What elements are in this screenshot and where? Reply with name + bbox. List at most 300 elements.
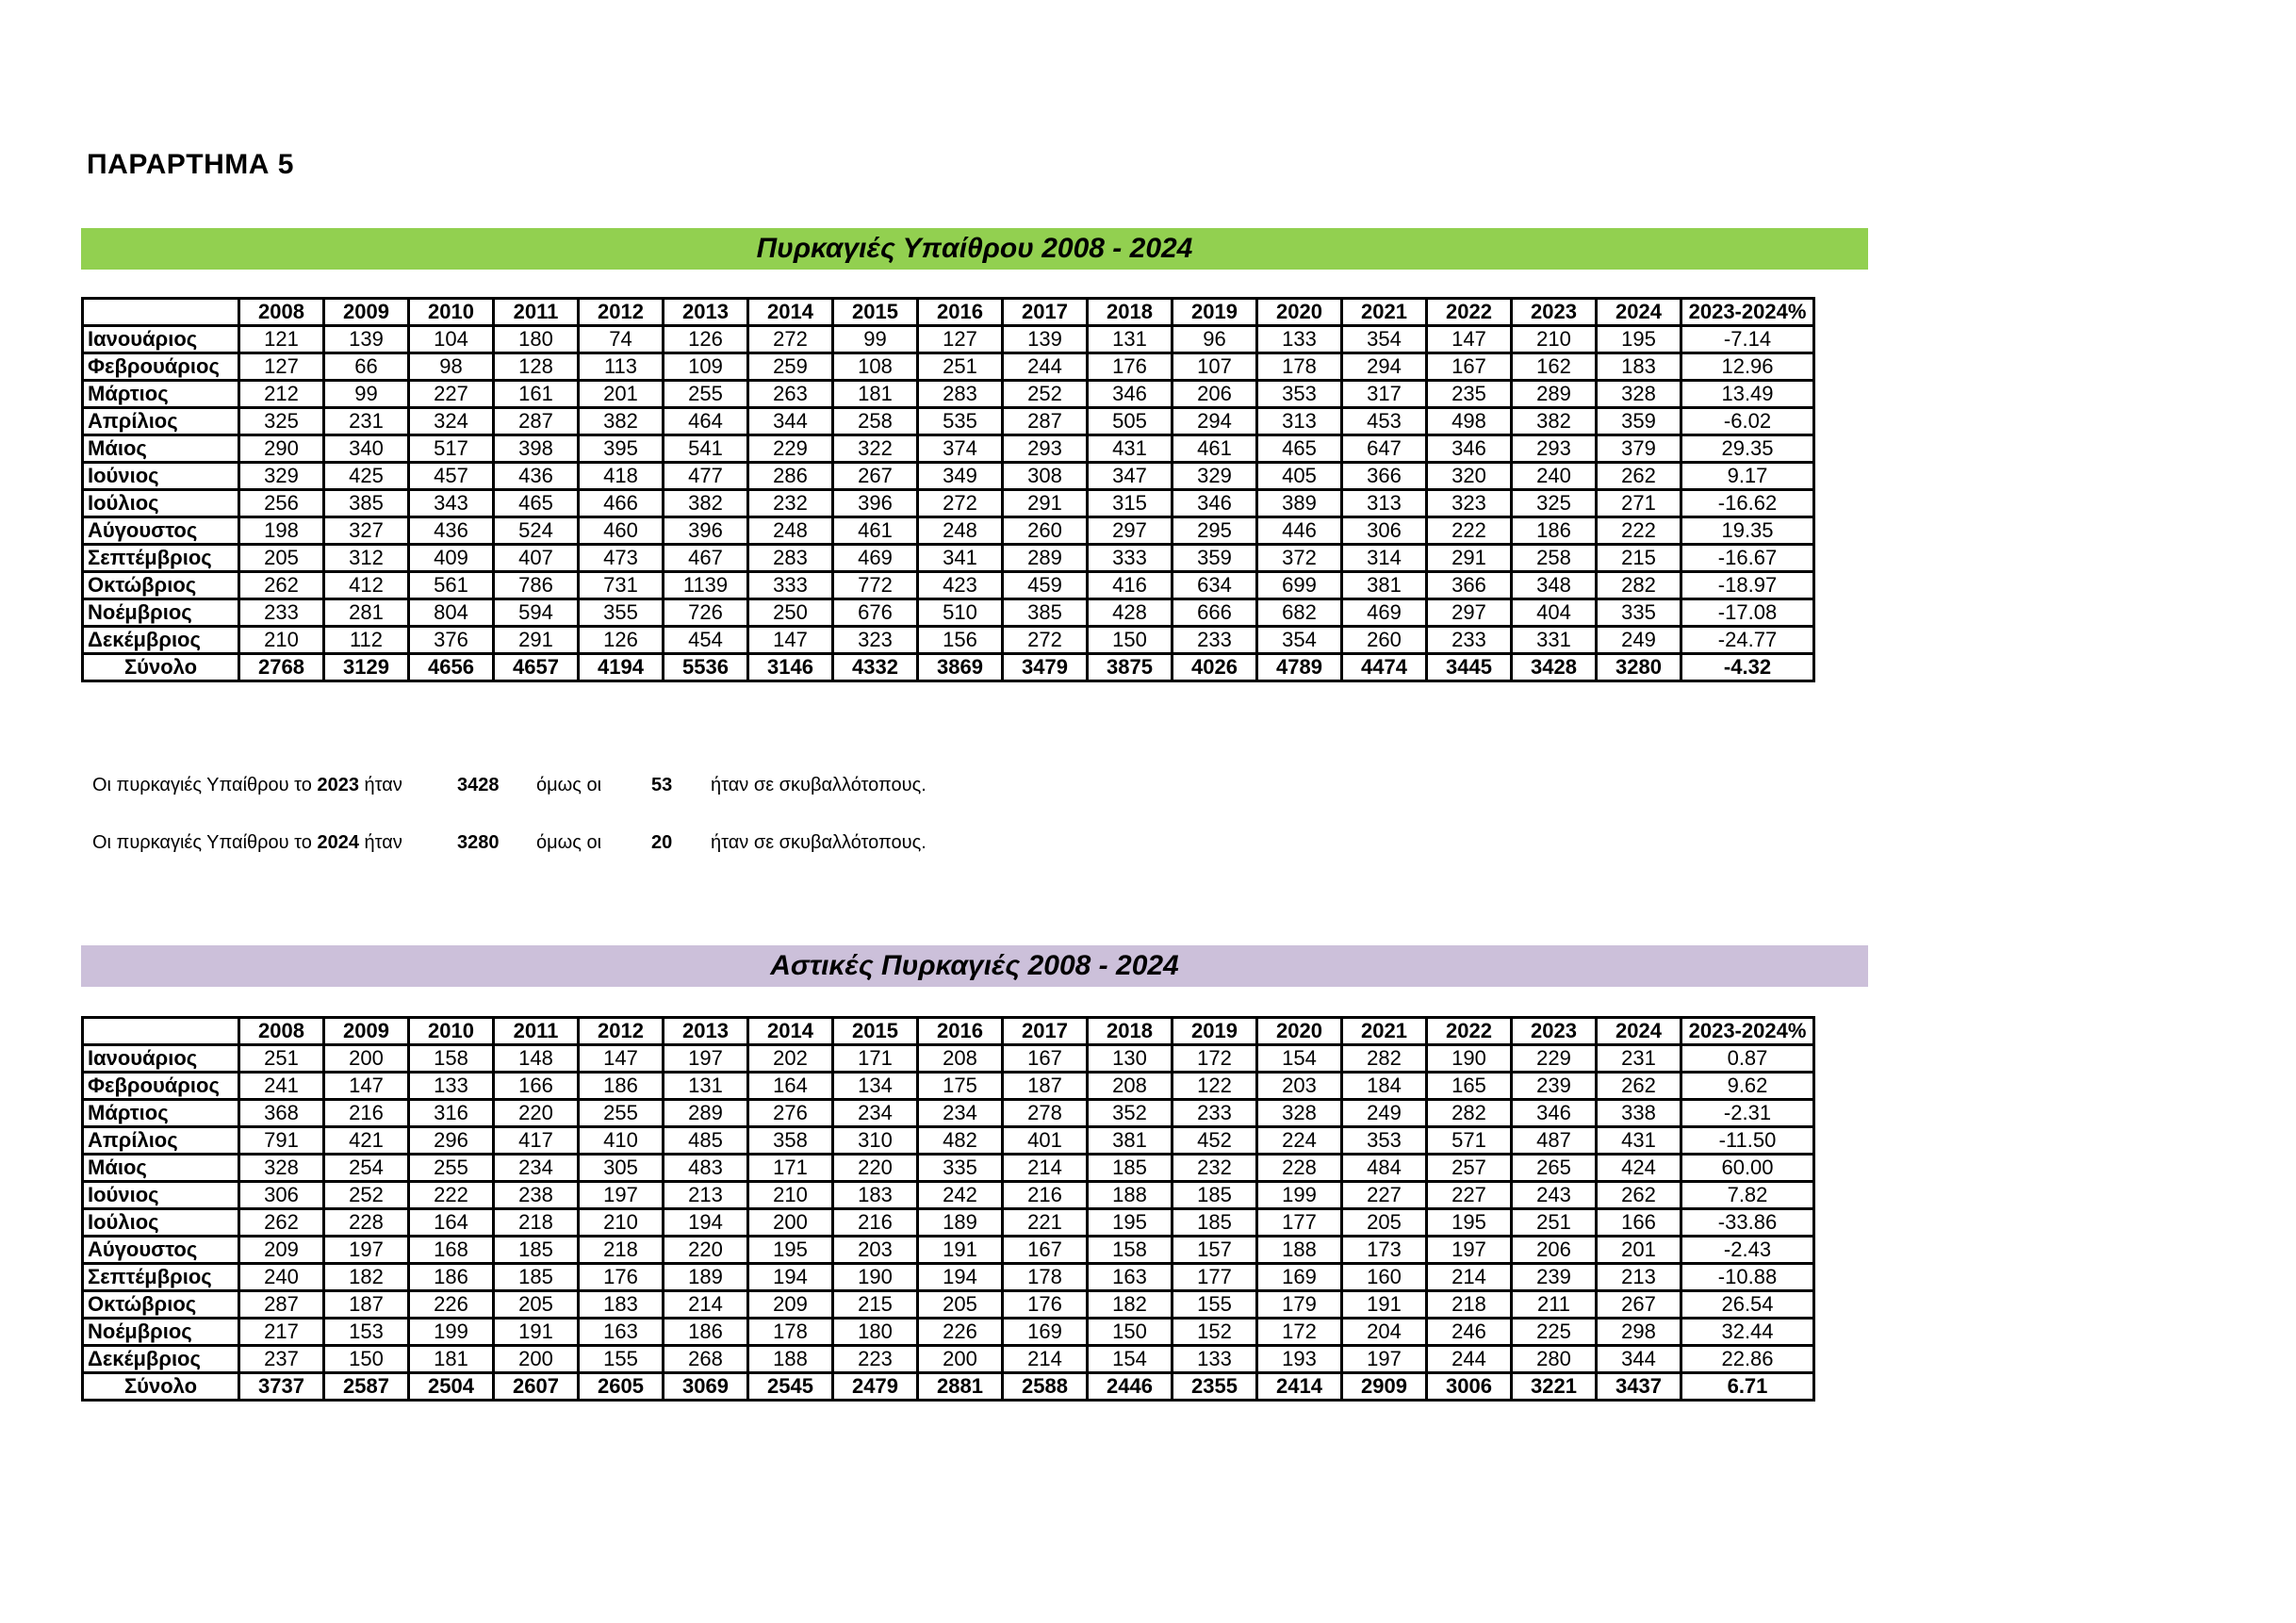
value-cell: 147 — [748, 627, 833, 654]
value-cell: 385 — [324, 490, 409, 517]
value-cell: 385 — [1003, 599, 1088, 627]
value-cell: 227 — [1342, 1182, 1427, 1209]
note-tail: ήταν σε σκυβαλλότοπους. — [711, 832, 927, 853]
column-header: 2023 — [1512, 1018, 1597, 1045]
table-row — [83, 545, 1814, 572]
value-cell: 327 — [324, 517, 409, 545]
value-cell: 381 — [1342, 572, 1427, 599]
month-label: Φεβρουάριος — [83, 353, 239, 381]
value-cell: 296 — [409, 1127, 494, 1155]
value-cell: 66 — [324, 353, 409, 381]
value-cell: 231 — [324, 408, 409, 435]
value-cell: 108 — [833, 353, 918, 381]
value-cell: 510 — [918, 599, 1003, 627]
value-cell: 32.44 — [1681, 1319, 1814, 1346]
value-cell: 227 — [409, 381, 494, 408]
value-cell: 333 — [1088, 545, 1173, 572]
value-cell: 212 — [239, 381, 324, 408]
value-cell: 262 — [1597, 1073, 1681, 1100]
value-cell: 461 — [833, 517, 918, 545]
value-cell: 571 — [1427, 1127, 1512, 1155]
value-cell: 349 — [918, 463, 1003, 490]
column-header: 2018 — [1088, 1018, 1173, 1045]
value-cell: 188 — [1257, 1237, 1342, 1264]
value-cell: 239 — [1512, 1264, 1597, 1291]
value-cell: 272 — [748, 326, 833, 353]
value-cell: 163 — [579, 1319, 664, 1346]
value-cell: 197 — [579, 1182, 664, 1209]
value-cell: 381 — [1088, 1127, 1173, 1155]
table-row — [83, 1182, 1814, 1209]
value-cell: 218 — [1427, 1291, 1512, 1319]
value-cell: 232 — [1173, 1155, 1257, 1182]
value-cell: 358 — [748, 1127, 833, 1155]
table-row — [83, 326, 1814, 353]
value-cell: 372 — [1257, 545, 1342, 572]
value-cell: 252 — [1003, 381, 1088, 408]
value-cell: 272 — [918, 490, 1003, 517]
value-cell: 216 — [1003, 1182, 1088, 1209]
note-count: 3280 — [457, 832, 500, 853]
value-cell: 127 — [239, 353, 324, 381]
month-label: Απρίλιος — [83, 1127, 239, 1155]
value-cell: 164 — [409, 1209, 494, 1237]
note-prefix: Οι πυρκαγιές Υπαίθρου το — [92, 832, 318, 853]
value-cell: 425 — [324, 463, 409, 490]
note-year: 2023 — [317, 775, 359, 795]
value-cell: 226 — [409, 1291, 494, 1319]
value-cell: 202 — [748, 1045, 833, 1073]
total-cell: 2587 — [324, 1373, 409, 1401]
value-cell: 187 — [324, 1291, 409, 1319]
value-cell: 176 — [1088, 353, 1173, 381]
value-cell: 436 — [494, 463, 579, 490]
value-cell: 186 — [1512, 517, 1597, 545]
value-cell: 276 — [748, 1100, 833, 1127]
value-cell: 194 — [664, 1209, 748, 1237]
value-cell: 341 — [918, 545, 1003, 572]
value-cell: 109 — [664, 353, 748, 381]
value-cell: 206 — [1512, 1237, 1597, 1264]
value-cell: 210 — [239, 627, 324, 654]
value-cell: 346 — [1512, 1100, 1597, 1127]
value-cell: 204 — [1342, 1319, 1427, 1346]
value-cell: 461 — [1173, 435, 1257, 463]
value-cell: 517 — [409, 435, 494, 463]
value-cell: 154 — [1257, 1045, 1342, 1073]
value-cell: 464 — [664, 408, 748, 435]
value-cell: 191 — [494, 1319, 579, 1346]
value-cell: 233 — [1427, 627, 1512, 654]
total-cell: 2479 — [833, 1373, 918, 1401]
value-cell: 133 — [1173, 1346, 1257, 1373]
value-cell: 155 — [579, 1346, 664, 1373]
total-cell: 3869 — [918, 654, 1003, 681]
value-cell: 185 — [1173, 1209, 1257, 1237]
value-cell: 244 — [1427, 1346, 1512, 1373]
value-cell: 191 — [1342, 1291, 1427, 1319]
value-cell: 297 — [1427, 599, 1512, 627]
value-cell: 152 — [1173, 1319, 1257, 1346]
value-cell: 133 — [409, 1073, 494, 1100]
value-cell: 220 — [833, 1155, 918, 1182]
column-header: 2016 — [918, 1018, 1003, 1045]
value-cell: 166 — [1597, 1209, 1681, 1237]
value-cell: 561 — [409, 572, 494, 599]
value-cell: 289 — [1512, 381, 1597, 408]
table-row — [83, 572, 1814, 599]
value-cell: 12.96 — [1681, 353, 1814, 381]
value-cell: 262 — [1597, 463, 1681, 490]
value-cell: 254 — [324, 1155, 409, 1182]
month-label: Ιούνιος — [83, 1182, 239, 1209]
month-label: Νοέμβριος — [83, 599, 239, 627]
value-cell: 353 — [1342, 1127, 1427, 1155]
value-cell: 313 — [1257, 408, 1342, 435]
value-cell: 201 — [579, 381, 664, 408]
value-cell: 214 — [1427, 1264, 1512, 1291]
value-cell: 98 — [409, 353, 494, 381]
value-cell: 222 — [1427, 517, 1512, 545]
value-cell: 211 — [1512, 1291, 1597, 1319]
value-cell: 215 — [833, 1291, 918, 1319]
value-cell: 133 — [1257, 326, 1342, 353]
value-cell: 396 — [833, 490, 918, 517]
value-cell: 374 — [918, 435, 1003, 463]
column-header: 2021 — [1342, 1018, 1427, 1045]
value-cell: 190 — [833, 1264, 918, 1291]
table-row — [83, 1073, 1814, 1100]
total-row — [83, 1373, 1814, 1401]
value-cell: 178 — [1257, 353, 1342, 381]
value-cell: 13.49 — [1681, 381, 1814, 408]
value-cell: 210 — [1512, 326, 1597, 353]
value-cell: 287 — [239, 1291, 324, 1319]
table-row — [83, 381, 1814, 408]
total-cell: 3875 — [1088, 654, 1173, 681]
value-cell: 323 — [1427, 490, 1512, 517]
value-cell: 484 — [1342, 1155, 1427, 1182]
value-cell: 417 — [494, 1127, 579, 1155]
value-cell: 379 — [1597, 435, 1681, 463]
value-cell: -16.67 — [1681, 545, 1814, 572]
value-cell: 147 — [1427, 326, 1512, 353]
value-cell: 282 — [1427, 1100, 1512, 1127]
value-cell: 317 — [1342, 381, 1427, 408]
column-header: 2019 — [1173, 1018, 1257, 1045]
month-label: Μάιος — [83, 435, 239, 463]
value-cell: 156 — [918, 627, 1003, 654]
value-cell: 278 — [1003, 1100, 1088, 1127]
column-header: 2013 — [664, 299, 748, 326]
value-cell: 313 — [1342, 490, 1427, 517]
value-cell: 333 — [748, 572, 833, 599]
value-cell: 297 — [1088, 517, 1173, 545]
value-cell: 194 — [918, 1264, 1003, 1291]
value-cell: 594 — [494, 599, 579, 627]
value-cell: 173 — [1342, 1237, 1427, 1264]
value-cell: 208 — [1088, 1073, 1173, 1100]
value-cell: 314 — [1342, 545, 1427, 572]
value-cell: 726 — [664, 599, 748, 627]
value-cell: 158 — [1088, 1237, 1173, 1264]
value-cell: 222 — [1597, 517, 1681, 545]
value-cell: 242 — [918, 1182, 1003, 1209]
total-cell: 2588 — [1003, 1373, 1088, 1401]
value-cell: 469 — [1342, 599, 1427, 627]
value-cell: 193 — [1257, 1346, 1342, 1373]
value-cell: 112 — [324, 627, 409, 654]
value-cell: 200 — [748, 1209, 833, 1237]
value-cell: 210 — [579, 1209, 664, 1237]
value-cell: 446 — [1257, 517, 1342, 545]
value-cell: 171 — [833, 1045, 918, 1073]
total-cell: 2545 — [748, 1373, 833, 1401]
note-dump-count: 20 — [651, 832, 673, 853]
value-cell: 229 — [1512, 1045, 1597, 1073]
value-cell: 331 — [1512, 627, 1597, 654]
outdoor-fires-title: Πυρκαγιές Υπαίθρου 2008 - 2024 — [756, 233, 1193, 264]
value-cell: 251 — [1512, 1209, 1597, 1237]
note-count: 3428 — [457, 775, 500, 795]
column-header: 2011 — [494, 299, 579, 326]
value-cell: 244 — [1003, 353, 1088, 381]
value-cell: 294 — [1173, 408, 1257, 435]
value-cell: 206 — [1173, 381, 1257, 408]
value-cell: 258 — [1512, 545, 1597, 572]
value-cell: 322 — [833, 435, 918, 463]
value-cell: -24.77 — [1681, 627, 1814, 654]
value-cell: 186 — [409, 1264, 494, 1291]
column-header: 2008 — [239, 1018, 324, 1045]
value-cell: 216 — [324, 1100, 409, 1127]
value-cell: 344 — [748, 408, 833, 435]
column-header: 2018 — [1088, 299, 1173, 326]
value-cell: 395 — [579, 435, 664, 463]
value-cell: 222 — [409, 1182, 494, 1209]
value-cell: 424 — [1597, 1155, 1681, 1182]
value-cell: 126 — [664, 326, 748, 353]
value-cell: 248 — [918, 517, 1003, 545]
value-cell: 239 — [1512, 1073, 1597, 1100]
value-cell: 169 — [1003, 1319, 1088, 1346]
value-cell: 262 — [239, 572, 324, 599]
value-cell: 267 — [1597, 1291, 1681, 1319]
column-header: 2011 — [494, 1018, 579, 1045]
value-cell: 183 — [1597, 353, 1681, 381]
table-row — [83, 490, 1814, 517]
value-cell: 184 — [1342, 1073, 1427, 1100]
value-cell: 477 — [664, 463, 748, 490]
value-cell: 121 — [239, 326, 324, 353]
value-cell: 256 — [239, 490, 324, 517]
total-cell: 5536 — [664, 654, 748, 681]
value-cell: 352 — [1088, 1100, 1173, 1127]
column-header: 2008 — [239, 299, 324, 326]
month-label: Δεκέμβριος — [83, 1346, 239, 1373]
value-cell: 260 — [1342, 627, 1427, 654]
value-cell: 9.62 — [1681, 1073, 1814, 1100]
value-cell: 183 — [579, 1291, 664, 1319]
value-cell: 281 — [324, 599, 409, 627]
value-cell: 249 — [1597, 627, 1681, 654]
total-cell: 2414 — [1257, 1373, 1342, 1401]
value-cell: 165 — [1427, 1073, 1512, 1100]
value-cell: 194 — [748, 1264, 833, 1291]
value-cell: 7.82 — [1681, 1182, 1814, 1209]
value-cell: 199 — [409, 1319, 494, 1346]
value-cell: 354 — [1342, 326, 1427, 353]
total-cell: 2607 — [494, 1373, 579, 1401]
value-cell: 289 — [1003, 545, 1088, 572]
column-header: 2023 — [1512, 299, 1597, 326]
value-cell: 205 — [1342, 1209, 1427, 1237]
value-cell: 366 — [1427, 572, 1512, 599]
total-cell: 2504 — [409, 1373, 494, 1401]
table-row — [83, 1237, 1814, 1264]
table-row — [83, 1209, 1814, 1237]
value-cell: 473 — [579, 545, 664, 572]
value-cell: 195 — [1597, 326, 1681, 353]
value-cell: 189 — [918, 1209, 1003, 1237]
value-cell: 257 — [1427, 1155, 1512, 1182]
value-cell: 436 — [409, 517, 494, 545]
value-cell: 466 — [579, 490, 664, 517]
value-cell: 286 — [748, 463, 833, 490]
value-cell: 346 — [1173, 490, 1257, 517]
value-cell: 74 — [579, 326, 664, 353]
value-cell: 315 — [1088, 490, 1173, 517]
column-header: 2023-2024% — [1681, 299, 1814, 326]
value-cell: 298 — [1597, 1319, 1681, 1346]
column-header: 2010 — [409, 1018, 494, 1045]
total-cell: 4474 — [1342, 654, 1427, 681]
value-cell: 268 — [664, 1346, 748, 1373]
table-header-row — [83, 299, 1814, 326]
month-label: Ιούλιος — [83, 490, 239, 517]
value-cell: 241 — [239, 1073, 324, 1100]
value-cell: 150 — [1088, 627, 1173, 654]
value-cell: 647 — [1342, 435, 1427, 463]
value-cell: 228 — [324, 1209, 409, 1237]
value-cell: 666 — [1173, 599, 1257, 627]
value-cell: 218 — [494, 1209, 579, 1237]
table-row — [83, 408, 1814, 435]
column-header: 2019 — [1173, 299, 1257, 326]
value-cell: 234 — [833, 1100, 918, 1127]
value-cell: 289 — [664, 1100, 748, 1127]
value-cell: 452 — [1173, 1127, 1257, 1155]
note-suffix: ήταν — [358, 832, 402, 853]
urban-fires-title-band — [81, 945, 1868, 987]
total-cell: 3445 — [1427, 654, 1512, 681]
value-cell: 348 — [1512, 572, 1597, 599]
value-cell: 344 — [1597, 1346, 1681, 1373]
table-row — [83, 1264, 1814, 1291]
value-cell: 220 — [494, 1100, 579, 1127]
value-cell: 177 — [1173, 1264, 1257, 1291]
total-label: Σύνολο — [83, 654, 239, 681]
value-cell: 163 — [1088, 1264, 1173, 1291]
value-cell: 228 — [1257, 1155, 1342, 1182]
value-cell: 19.35 — [1681, 517, 1814, 545]
column-header: 2017 — [1003, 1018, 1088, 1045]
value-cell: 220 — [664, 1237, 748, 1264]
value-cell: 22.86 — [1681, 1346, 1814, 1373]
value-cell: 246 — [1427, 1319, 1512, 1346]
value-cell: 199 — [1257, 1182, 1342, 1209]
total-cell: 2605 — [579, 1373, 664, 1401]
value-cell: 310 — [833, 1127, 918, 1155]
value-cell: -2.31 — [1681, 1100, 1814, 1127]
value-cell: 190 — [1427, 1045, 1512, 1073]
value-cell: 272 — [1003, 627, 1088, 654]
value-cell: 60.00 — [1681, 1155, 1814, 1182]
value-cell: 405 — [1257, 463, 1342, 490]
value-cell: 240 — [239, 1264, 324, 1291]
value-cell: 223 — [833, 1346, 918, 1373]
value-cell: 158 — [409, 1045, 494, 1073]
column-header: 2022 — [1427, 1018, 1512, 1045]
value-cell: 160 — [1342, 1264, 1427, 1291]
total-cell: 4789 — [1257, 654, 1342, 681]
value-cell: 225 — [1512, 1319, 1597, 1346]
column-header: 2009 — [324, 1018, 409, 1045]
value-cell: 172 — [1257, 1319, 1342, 1346]
value-cell: 676 — [833, 599, 918, 627]
value-cell: 178 — [748, 1319, 833, 1346]
note-suffix: ήταν — [358, 775, 402, 795]
value-cell: 498 — [1427, 408, 1512, 435]
value-cell: 147 — [579, 1045, 664, 1073]
value-cell: 171 — [748, 1155, 833, 1182]
value-cell: 291 — [1003, 490, 1088, 517]
value-cell: 252 — [324, 1182, 409, 1209]
table-row — [83, 1319, 1814, 1346]
value-cell: 291 — [1427, 545, 1512, 572]
column-header: 2024 — [1597, 299, 1681, 326]
value-cell: 195 — [1088, 1209, 1173, 1237]
total-cell: 2909 — [1342, 1373, 1427, 1401]
total-cell: -4.32 — [1681, 654, 1814, 681]
table-row — [83, 627, 1814, 654]
table-row — [83, 1127, 1814, 1155]
value-cell: 259 — [748, 353, 833, 381]
value-cell: 205 — [239, 545, 324, 572]
month-label: Ιανουάριος — [83, 326, 239, 353]
value-cell: 396 — [664, 517, 748, 545]
value-cell: 186 — [579, 1073, 664, 1100]
value-cell: 283 — [918, 381, 1003, 408]
value-cell: 306 — [1342, 517, 1427, 545]
value-cell: -16.62 — [1681, 490, 1814, 517]
value-cell: 169 — [1257, 1264, 1342, 1291]
value-cell: 535 — [918, 408, 1003, 435]
value-cell: 208 — [918, 1045, 1003, 1073]
column-header: 2020 — [1257, 299, 1342, 326]
value-cell: 267 — [833, 463, 918, 490]
month-label: Μάιος — [83, 1155, 239, 1182]
value-cell: 423 — [918, 572, 1003, 599]
value-cell: 682 — [1257, 599, 1342, 627]
value-cell: 265 — [1512, 1155, 1597, 1182]
value-cell: -6.02 — [1681, 408, 1814, 435]
column-header: 2009 — [324, 299, 409, 326]
value-cell: 295 — [1173, 517, 1257, 545]
value-cell: 258 — [833, 408, 918, 435]
value-cell: 99 — [324, 381, 409, 408]
header-corner-cell — [83, 1018, 239, 1045]
